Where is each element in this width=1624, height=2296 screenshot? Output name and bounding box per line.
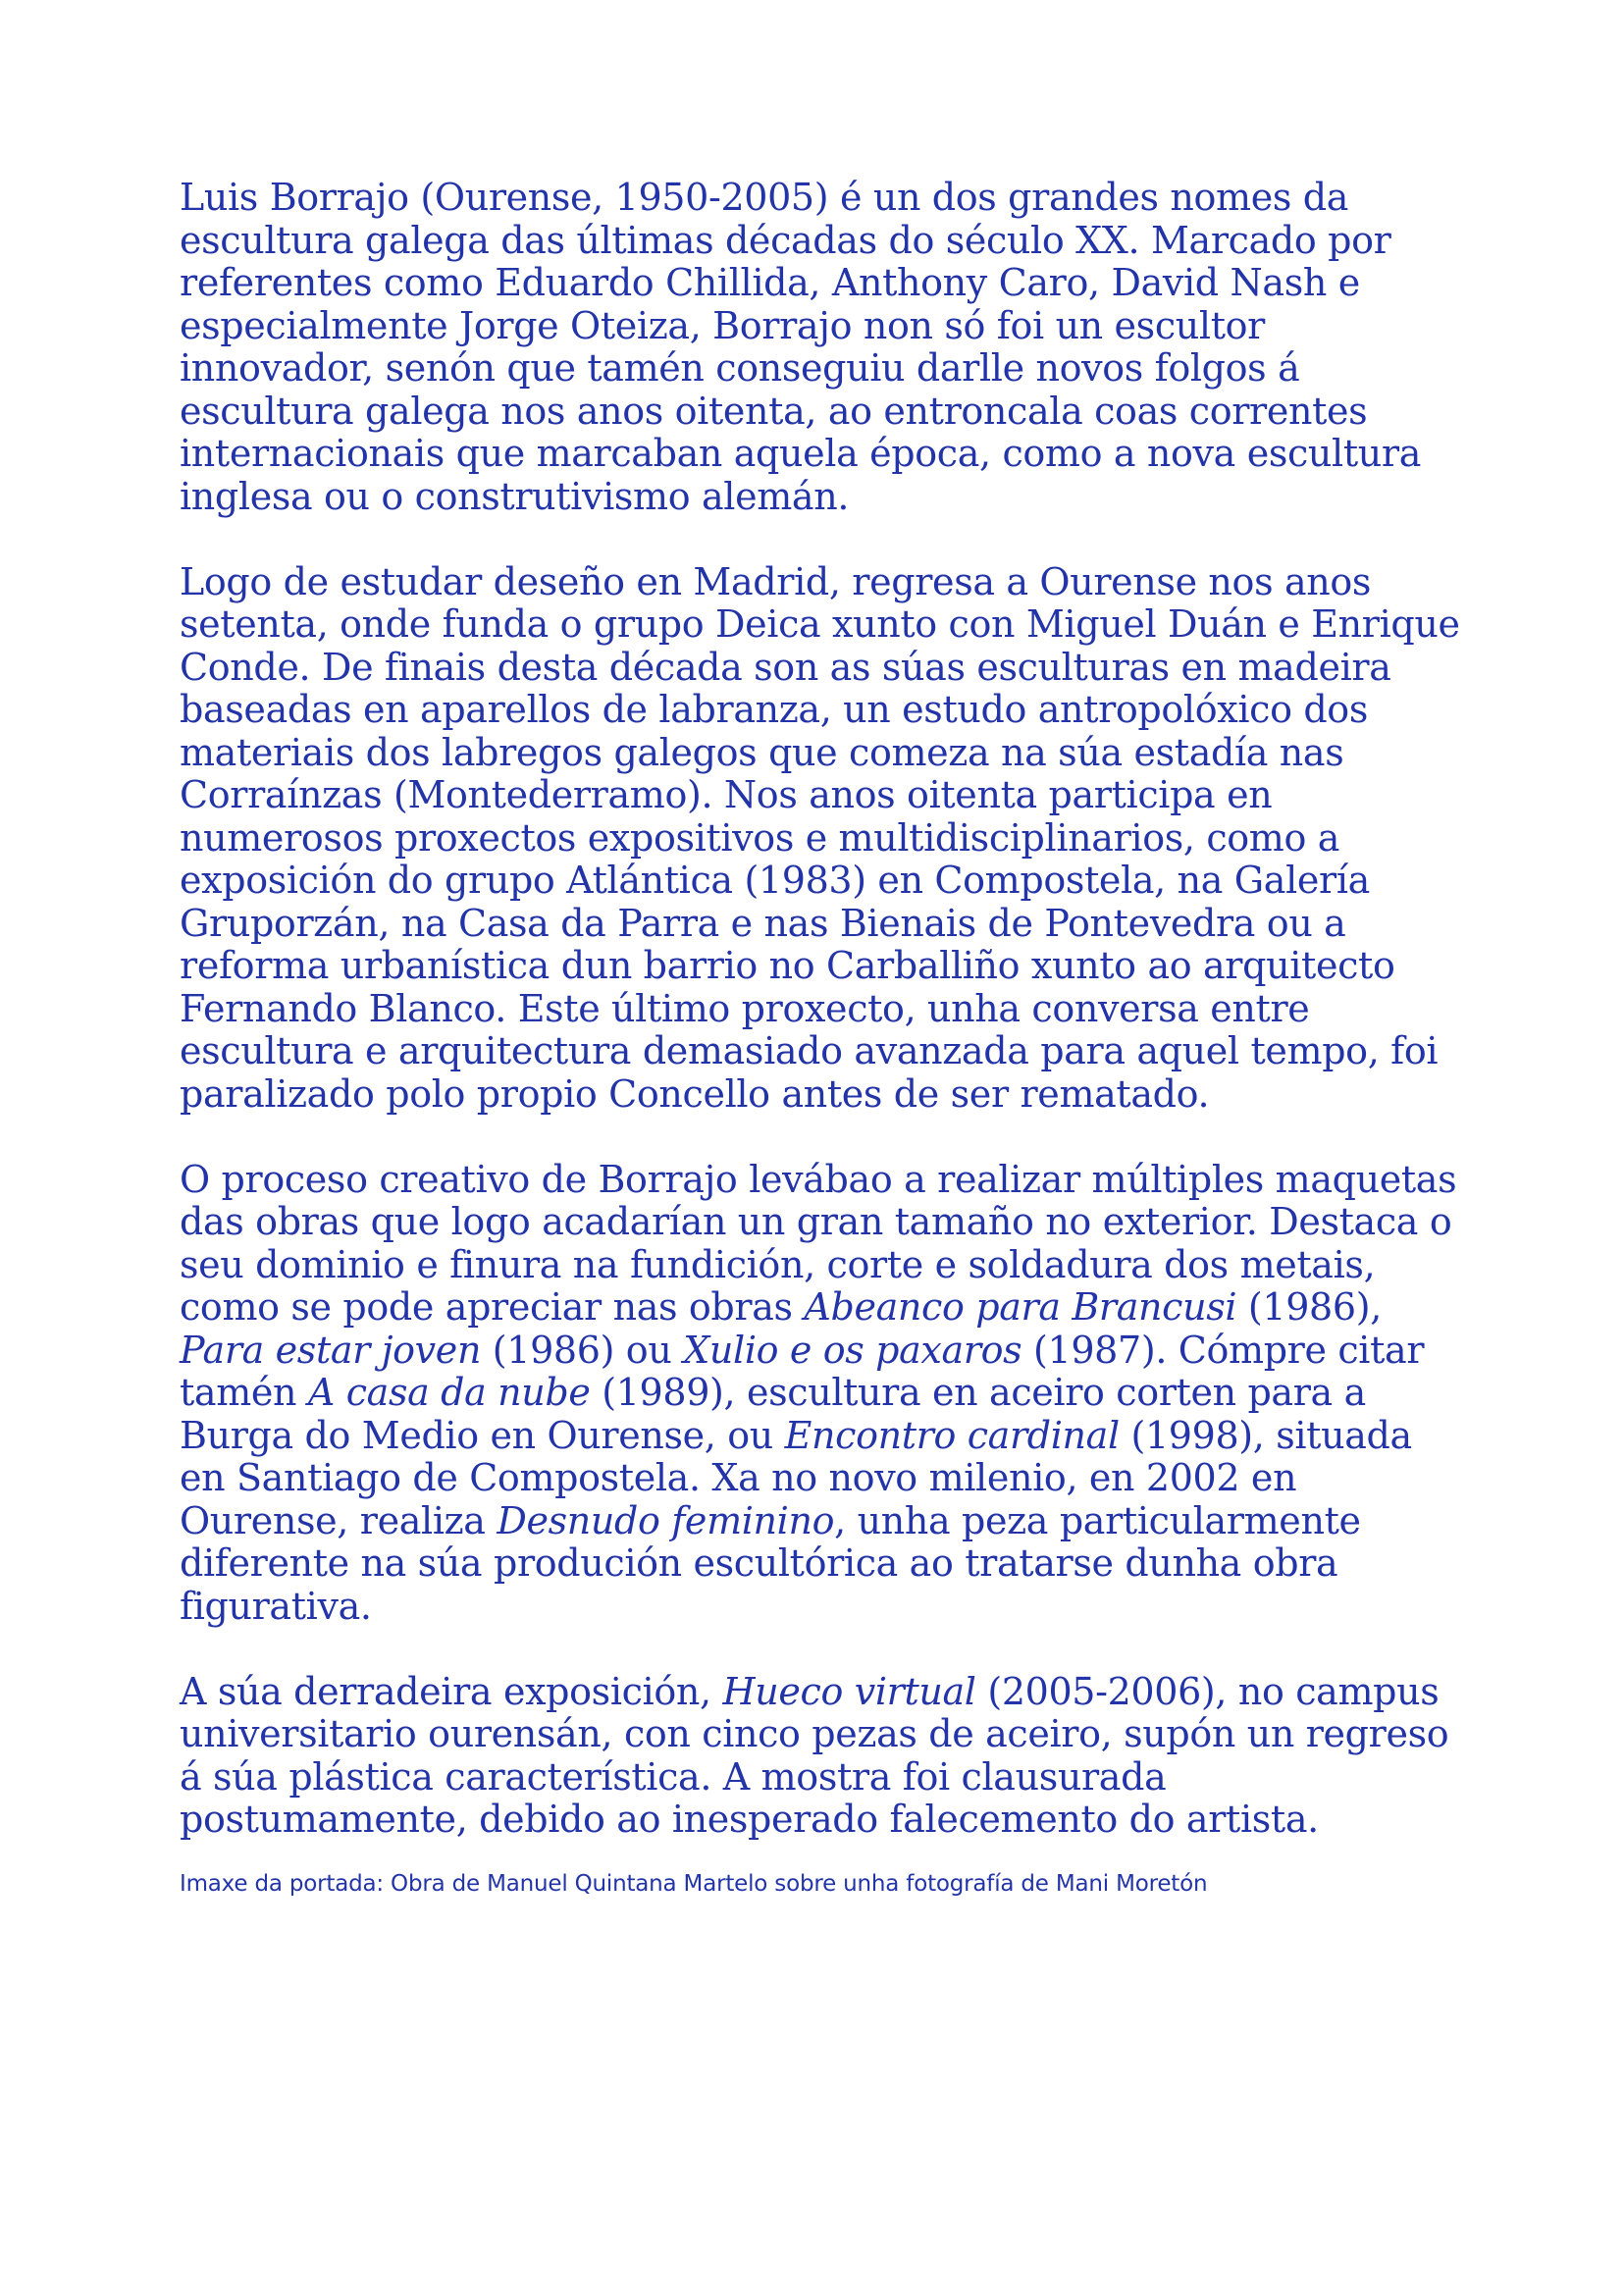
artwork-title: Hueco virtual: [722, 1669, 976, 1713]
text-run: (1989), escultura en aceiro corten para a Burga do Medio en Ourense, ou: [180, 1371, 1366, 1457]
paragraph-creative-process: [180, 1159, 1465, 1629]
text-run: (1998), situada en Santiago de Compostela. Xa no novo milenio, en 2002 en Ourense, realiza: [180, 1413, 1412, 1542]
body-text: [180, 177, 1465, 1884]
text-run: Luis Borrajo (Ourense, 1950-2005) é un dos grandes nomes da escultura galega das últimas décadas do século XX. Marcado por referentes como Eduardo Chillida, Anthony Caro, David Nash e especialmente Jorge Oteiza, Borrajo non só foi un escultor innovador, senón que tamén conseguiu darlle novos folgos á escultura galega nos anos oitenta, ao entroncala coas correntes internacionais que marcaban aquela época, como a nova escultura inglesa ou o construtivismo alemán.: [180, 176, 1422, 518]
text-run: Logo de estudar deseño en Madrid, regresa a Ourense nos anos setenta, onde funda o grupo Deica xunto con Miguel Duán e Enrique Conde. De finais desta década son as súas esculturas en madeira baseadas en aparellos de labranza, un estudo antropolóxico dos materiais dos labregos galegos que comeza na súa estadía nas Corraínzas (Montederramo). Nos anos oitenta participa en numerosos proxectos expositivos e multidisciplinarios, como a exposición do grupo Atlántica (1983) en Compostela, na Galería Gruporzán, na Casa da Parra e nas Bienais de Pontevedra ou a reforma urbanística dun barrio no Carballiño xunto ao arquitecto Fernando Blanco. Este último proxecto, unha conversa entre escultura e arquitectura demasiado avanzada para aquel tempo, foi paralizado polo propio Concello antes de ser rematado.: [180, 559, 1460, 1116]
artwork-title: Encontro cardinal: [784, 1413, 1120, 1457]
text-run: (1986) ou: [481, 1328, 684, 1372]
text-run: (1986),: [1236, 1285, 1382, 1329]
text-run: , unha peza particularmente diferente na súa produción escultórica ao tratarse dunha obra figurativa.: [180, 1498, 1361, 1628]
text-run: (1987). Cómpre citar tamén: [180, 1328, 1425, 1414]
text-run: O proceso creativo de Borrajo levábao a realizar múltiples maquetas das obras que logo acadarían un gran tamaño no exterior. Destaca o seu dominio e finura na fundición, corte e soldadura dos metais, como se pode apreciar nas obras: [180, 1157, 1457, 1329]
paragraph-last-exhibition: [180, 1671, 1465, 1842]
paragraph-intro: [180, 177, 1465, 518]
artwork-title: Abeanco para Brancusi: [804, 1285, 1237, 1329]
text-run: (2005-2006), no campus universitario ourensán, con cinco pezas de aceiro, supón un regreso á súa plástica característica. A mostra foi clausurada postumamente, debido ao inesperado falecemento do artista.: [180, 1669, 1449, 1841]
paragraph-career: [180, 561, 1465, 1117]
artwork-title: A casa da nube: [307, 1371, 591, 1414]
artwork-title: Xulio e os paxaros: [683, 1328, 1022, 1372]
cover-image-caption: Imaxe da portada: Obra de Manuel Quintana Martelo sobre unha fotografía de Mani Moretón: [180, 1871, 1208, 1897]
artwork-title: Para estar joven: [180, 1328, 482, 1372]
text-run: A súa derradeira exposición,: [180, 1669, 723, 1713]
artwork-title: Desnudo feminino: [497, 1498, 835, 1542]
